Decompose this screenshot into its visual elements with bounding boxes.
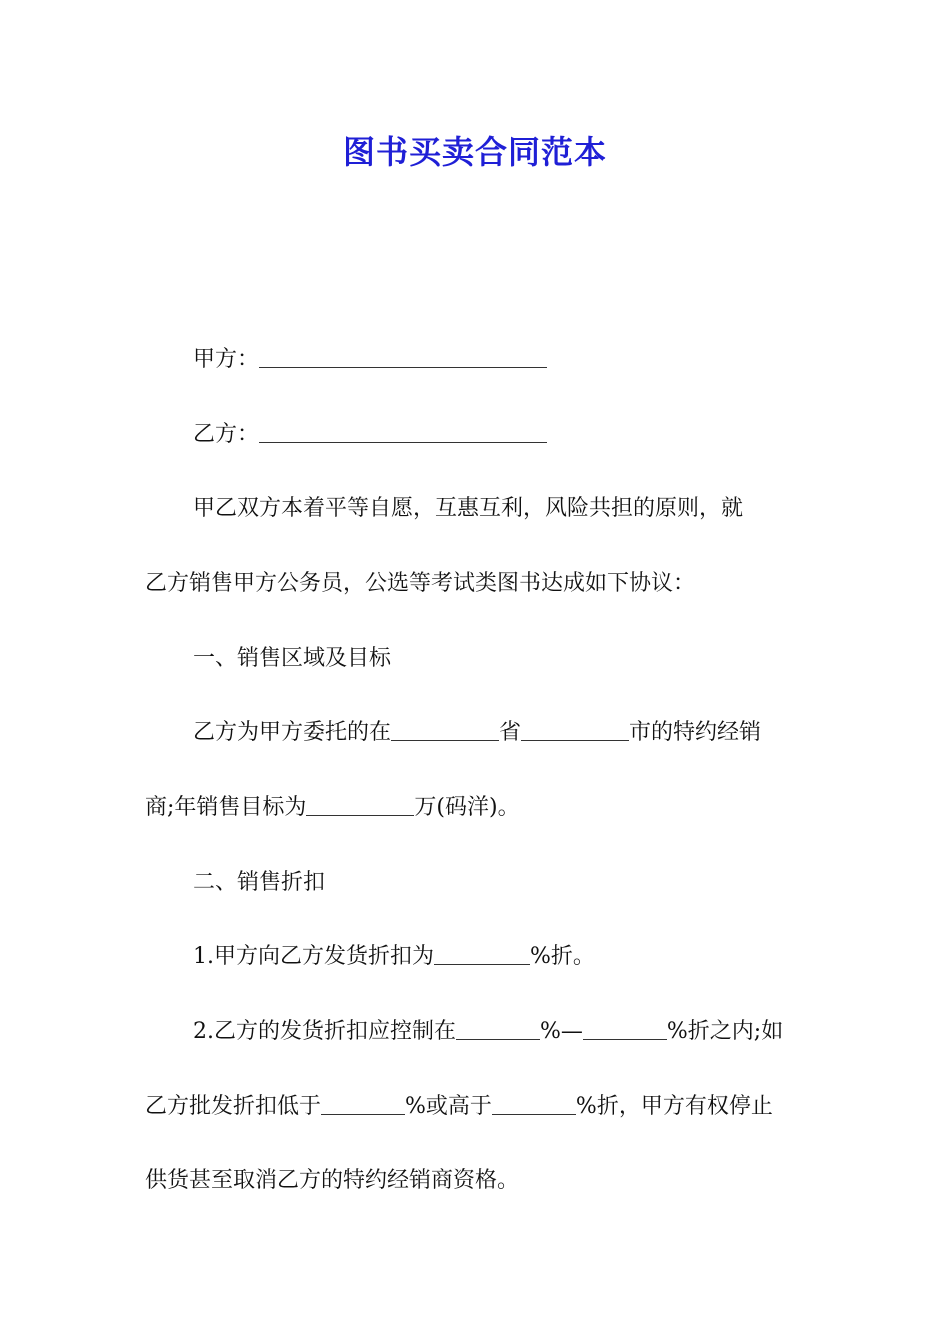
discount-min-blank bbox=[456, 1017, 540, 1040]
section-2-item-2-line-2 bbox=[145, 1091, 815, 1123]
low-limit-blank bbox=[321, 1092, 405, 1115]
discount-max-blank bbox=[583, 1017, 667, 1040]
party-b-line bbox=[193, 419, 815, 451]
document-title: 图书买卖合同范本 bbox=[342, 133, 607, 171]
section-1-text-b: 省 bbox=[499, 720, 522, 745]
party-b-blank bbox=[259, 420, 547, 443]
item-2-text-d: 乙方批发折扣低于 bbox=[145, 1094, 322, 1119]
party-a-label: 甲方： bbox=[193, 347, 260, 372]
item-2-text-c: %折之内;如 bbox=[666, 1019, 784, 1044]
intro-line-1: 甲乙双方本着平等自愿，互惠互利，风险共担的原则，就 bbox=[193, 496, 744, 521]
item-2-text-a: 2.乙方的发货折扣应控制在 bbox=[193, 1019, 456, 1044]
party-b-label: 乙方： bbox=[193, 422, 260, 447]
item-1-text-b: %折。 bbox=[530, 944, 595, 969]
section-1-text-a: 乙方为甲方委托的在 bbox=[193, 720, 392, 745]
section-1-heading: 一、销售区域及目标 bbox=[193, 646, 392, 671]
item-2-text-e: %或高于 bbox=[405, 1094, 492, 1119]
province-blank bbox=[391, 718, 499, 741]
high-limit-blank bbox=[492, 1092, 576, 1115]
section-1-line-2 bbox=[145, 792, 815, 824]
city-blank bbox=[521, 718, 629, 741]
item-2-text-f: %折，甲方有权停止 bbox=[575, 1094, 773, 1119]
intro-line-2: 乙方销售甲方公务员，公选等考试类图书达成如下协议： bbox=[145, 571, 696, 596]
section-1-text-c: 市的特约经销 bbox=[629, 720, 762, 745]
sales-target-blank bbox=[306, 793, 414, 816]
section-1-text-d: 商;年销售目标为 bbox=[145, 795, 307, 820]
section-2-item-2-line-1 bbox=[193, 1016, 815, 1048]
section-1-text-e: 万(码洋)。 bbox=[414, 795, 520, 820]
party-a-blank bbox=[259, 345, 547, 368]
section-1-line-1 bbox=[193, 717, 815, 749]
discount-blank bbox=[434, 942, 530, 965]
section-2-item-1 bbox=[193, 941, 815, 973]
item-1-text-a: 1.甲方向乙方发货折扣为 bbox=[193, 944, 434, 969]
item-2-text-b: %— bbox=[540, 1019, 583, 1044]
section-2-heading: 二、销售折扣 bbox=[193, 870, 326, 895]
section-2-item-2-line-3: 供货甚至取消乙方的特约经销商资格。 bbox=[145, 1168, 520, 1193]
party-a-line bbox=[193, 344, 815, 376]
